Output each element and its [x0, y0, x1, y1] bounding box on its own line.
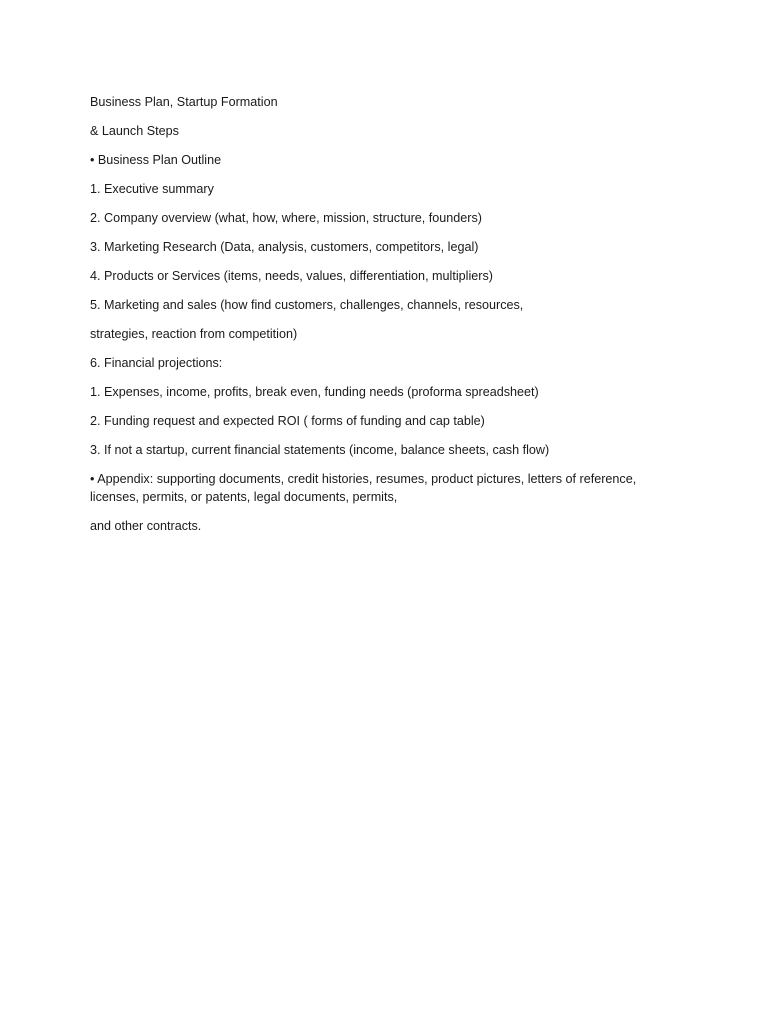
- outline-item-executive-summary: 1. Executive summary: [90, 182, 214, 196]
- appendix-item-continued: and other contracts.: [90, 519, 202, 533]
- document-body: [90, 93, 670, 546]
- title-line-2: & Launch Steps: [90, 124, 179, 138]
- outline-item-marketing-sales: 5. Marketing and sales (how find customers, challenges, channels, resources,: [90, 298, 524, 312]
- outline-item-marketing-research: 3. Marketing Research (Data, analysis, customers, competitors, legal): [90, 240, 479, 254]
- financial-subitem-funding-request: 2. Funding request and expected ROI ( forms of funding and cap table): [90, 414, 485, 428]
- outline-item-company-overview: 2. Company overview (what, how, where, mission, structure, founders): [90, 211, 482, 225]
- financial-subitem-expenses: 1. Expenses, income, profits, break even, funding needs (proforma spreadsheet): [90, 385, 539, 399]
- outline-item-marketing-sales-continued: strategies, reaction from competition): [90, 327, 298, 341]
- appendix-item: • Appendix: supporting documents, credit histories, resumes, product pictures, letters of reference, licenses, permits, or patents, legal documents, permits,: [90, 472, 637, 504]
- outline-item-products-services: 4. Products or Services (items, needs, values, differentiation, multipliers): [90, 269, 493, 283]
- outline-heading: • Business Plan Outline: [90, 153, 222, 167]
- financial-subitem-statements: 3. If not a startup, current financial statements (income, balance sheets, cash flow): [90, 443, 550, 457]
- title-line-1: Business Plan, Startup Formation: [90, 95, 278, 109]
- outline-item-financial-projections: 6. Financial projections:: [90, 356, 223, 370]
